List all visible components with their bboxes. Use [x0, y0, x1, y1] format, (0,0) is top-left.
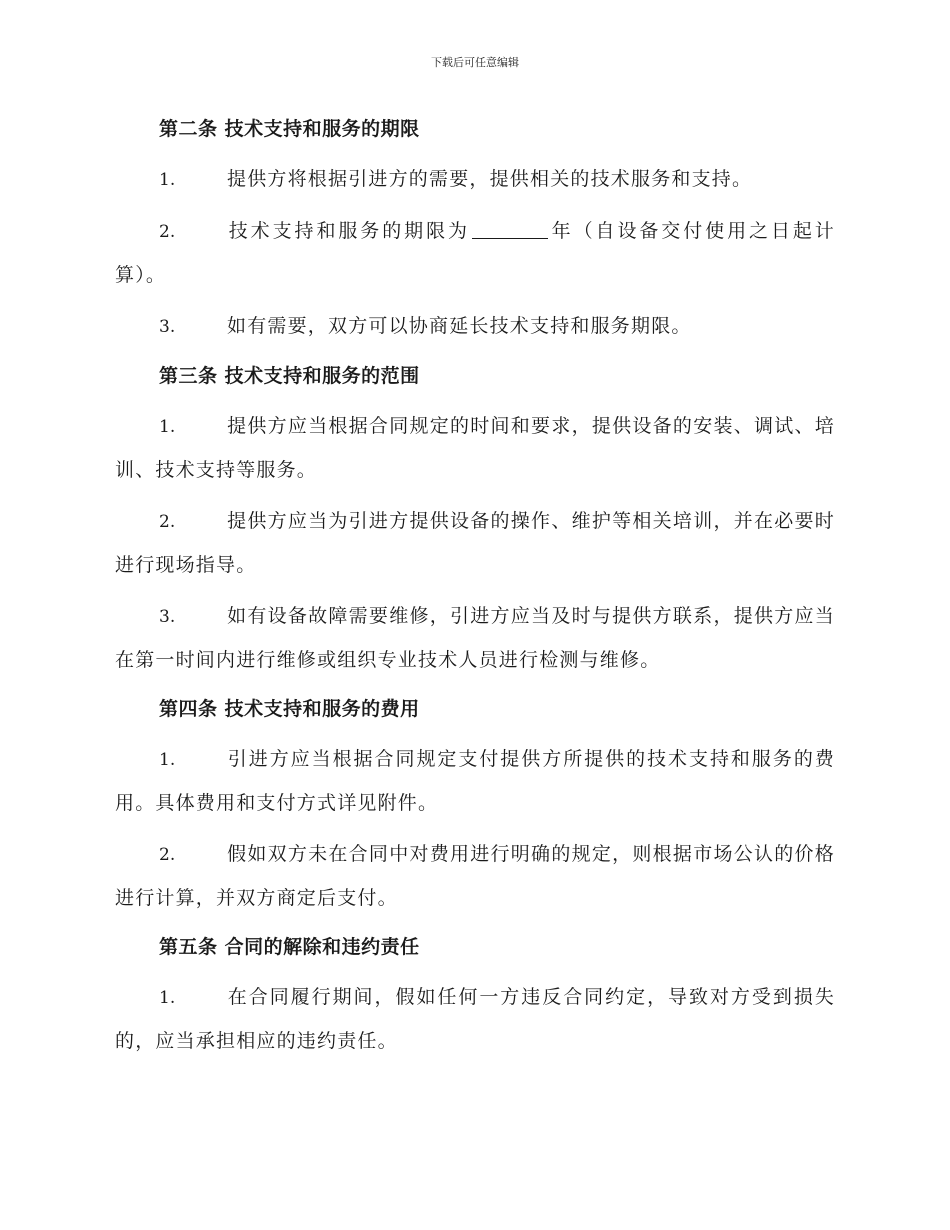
clause-number: 2.: [159, 845, 176, 865]
document-body: [115, 110, 835, 1071]
section-title: 第四条 技术支持和服务的费用: [159, 698, 420, 720]
clause-number: 1.: [159, 170, 176, 190]
clause-number: 1.: [159, 417, 176, 437]
clause-item: [115, 405, 835, 492]
clause-item: [115, 976, 835, 1063]
clause-item: [115, 500, 835, 587]
clause-item: [115, 305, 835, 349]
clause-number: 1.: [159, 750, 176, 770]
clause-number: 3.: [159, 317, 176, 337]
fill-in-blank: [472, 218, 548, 239]
clause-item: [115, 158, 835, 202]
clause-text: 假如双方未在合同中对费用进行明确的规定，则根据市场公认的价格进行计算，并双方商定后支付。: [115, 843, 835, 909]
clause-text: 如有需要，双方可以协商延长技术支持和服务期限。: [227, 315, 692, 337]
clause-number: 1.: [159, 988, 176, 1008]
clause-item: [115, 595, 835, 682]
clause-text: 提供方将根据引进方的需要，提供相关的技术服务和支持。: [227, 168, 753, 190]
section-title: 第五条 合同的解除和违约责任: [159, 936, 420, 958]
clause-item: [115, 210, 835, 297]
clause-text: 在合同履行期间，假如任何一方违反合同约定，导致对方受到损失的，应当承担相应的违约责任。: [115, 986, 835, 1052]
clause-number: 3.: [159, 607, 176, 627]
clause-text: 如有设备故障需要维修，引进方应当及时与提供方联系，提供方应当在第一时间内进行维修或组织专业技术人员进行检测与维修。: [115, 605, 835, 671]
page-header: 下载后可任意编辑: [431, 56, 519, 69]
clause-number: 2.: [159, 512, 176, 532]
clause-item: [115, 738, 835, 825]
clause-text: 技术支持和服务的期限为: [227, 220, 470, 242]
section-title: 第二条 技术支持和服务的期限: [159, 118, 420, 140]
clause-number: 2.: [159, 222, 176, 242]
clause-text: 提供方应当为引进方提供设备的操作、维护等相关培训，并在必要时进行现场指导。: [115, 510, 835, 576]
clause-text: 提供方应当根据合同规定的时间和要求，提供设备的安装、调试、培训、技术支持等服务。: [115, 415, 835, 481]
clause-text: 引进方应当根据合同规定支付提供方所提供的技术支持和服务的费用。具体费用和支付方式详见附件。: [115, 748, 835, 814]
clause-text: 年（自设备交付使用之日起计算）。: [115, 220, 835, 286]
section-title: 第三条 技术支持和服务的范围: [159, 365, 420, 387]
clause-item: [115, 833, 835, 920]
